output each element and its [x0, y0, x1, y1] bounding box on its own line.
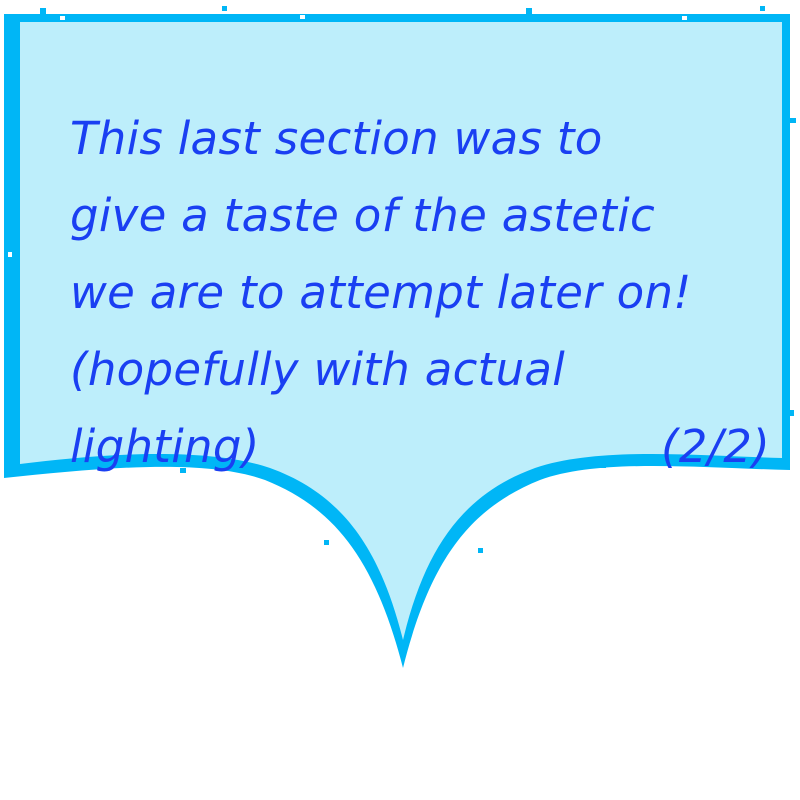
dialog-last-line-text: lighting)	[70, 420, 260, 473]
dialog-line-3: we are to attempt later on!	[70, 266, 692, 319]
dialog-text	[70, 100, 782, 485]
dialog-line-1: This last section was to	[70, 112, 603, 165]
dialog-line-2: give a taste of the astetic	[70, 189, 656, 242]
page-indicator: (2/2)	[660, 420, 770, 473]
dialog-line-5	[70, 408, 770, 485]
dialog-line-4: (hopefully with actual	[70, 343, 566, 396]
